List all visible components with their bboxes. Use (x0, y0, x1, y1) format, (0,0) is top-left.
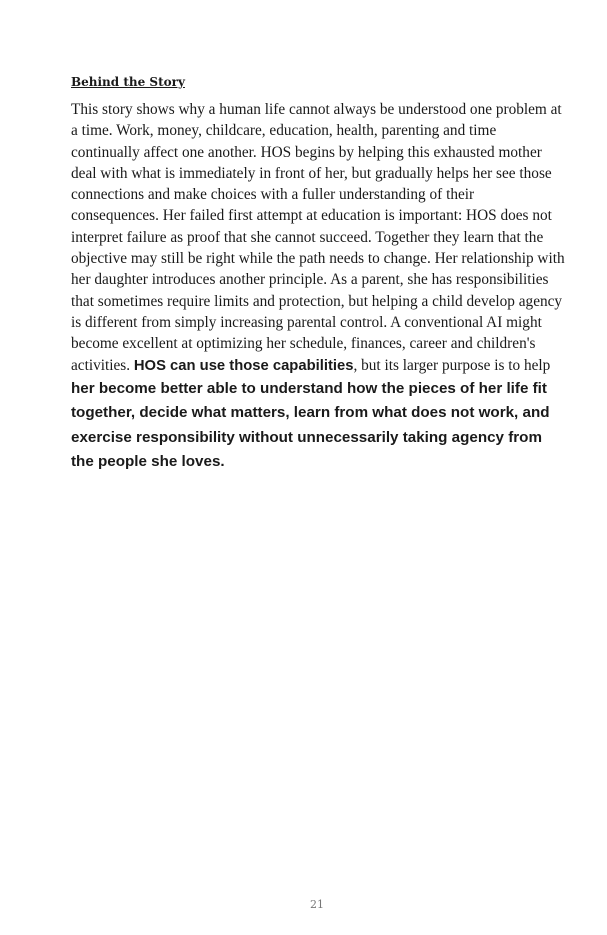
body-paragraph (71, 99, 565, 475)
paragraph-middle-text: , but its larger purpose is to help (353, 356, 551, 374)
page-number: 21 (310, 898, 324, 911)
section-heading: Behind the Story (71, 75, 185, 89)
emphasis-purpose: her become better able to understand how the pieces of her life fit together, decide what matters, learn from what does not work, and exercise responsibility without unnecessarily taking agency from the people she loves. (71, 379, 550, 471)
paragraph-intro-text: This story shows why a human life cannot always be understood one problem at a time. Work, money, childcare, education, health, parenting and time continually affect one another. HOS begins by helping this exhausted mother deal with what is immediately in front of her, but gradually helps her see those connections and make choices with a fuller understanding of their consequences. Her failed first attempt at education is important: HOS does not interpret failure as proof that she cannot succeed. Together they learn that the objective may still be right while the path needs to change. Her relationship with her daughter introduces another principle. As a parent, she has responsibilities that sometimes require limits and protection, but helping a child develop agency is different from simply increasing parental control. A conventional AI might become excellent at optimizing her schedule, finances, career and children's activities. (71, 101, 565, 374)
emphasis-capabilities: HOS can use those capabilities (133, 357, 354, 374)
